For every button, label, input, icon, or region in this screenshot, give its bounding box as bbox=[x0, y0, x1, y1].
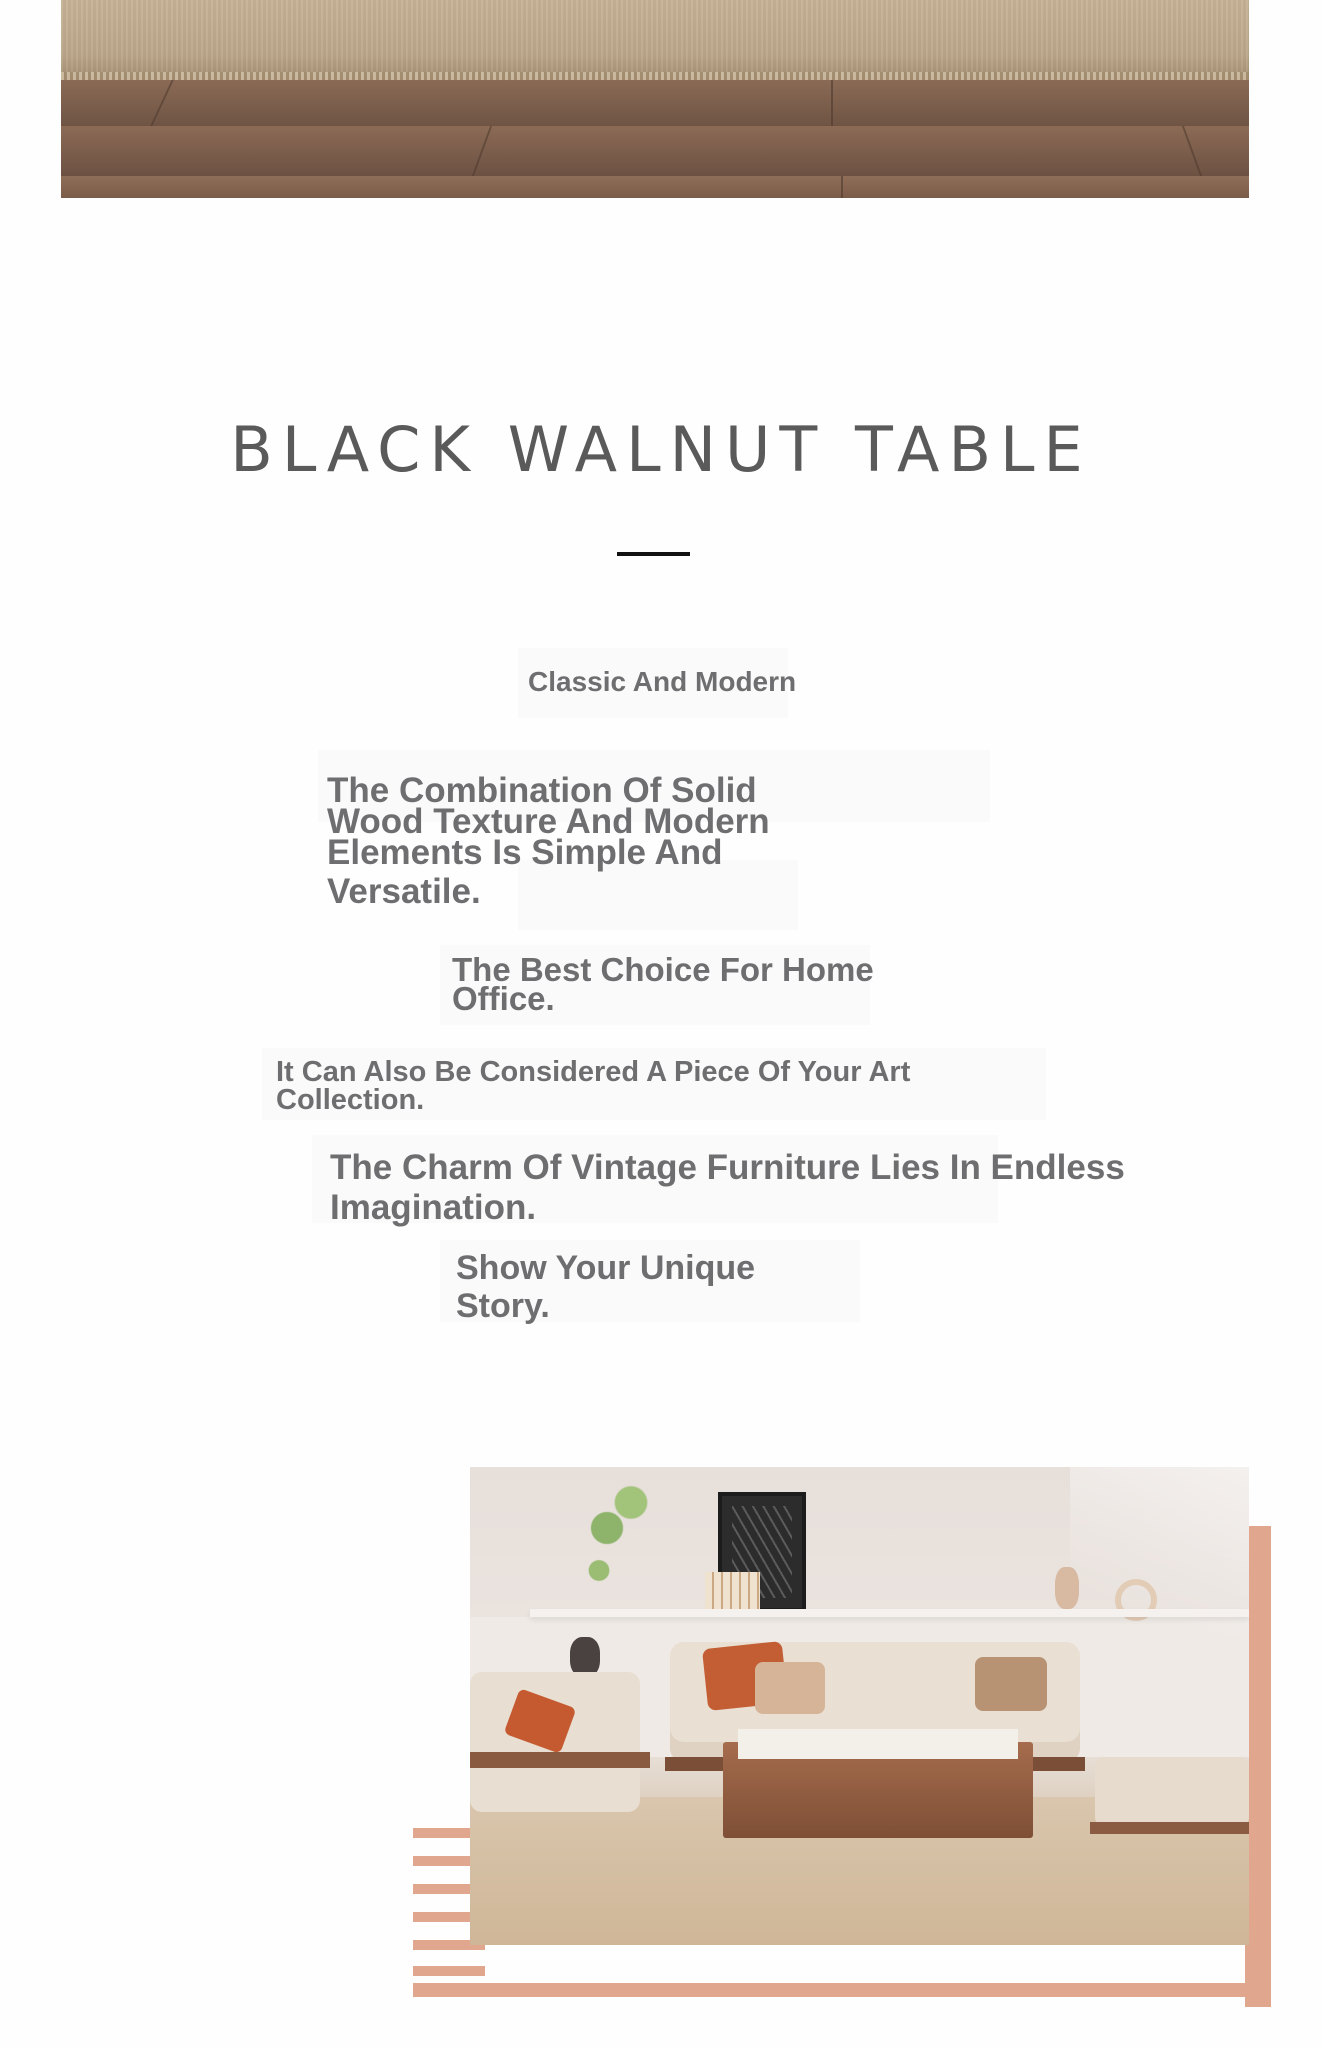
feature-text-art-collection: It Can Also Be Considered A Piece Of Your Art Collection. bbox=[276, 1056, 911, 1116]
pillow bbox=[975, 1657, 1047, 1711]
feature-text-combination bbox=[327, 771, 797, 911]
decor-vase bbox=[1055, 1567, 1079, 1609]
feature-text-combination-main: The Combination Of Solid Wood Texture And Modern Elements Is Simple And bbox=[327, 771, 770, 872]
ottoman-frame bbox=[1090, 1822, 1249, 1834]
feature-text-home-office: The Best Choice For Home Office. bbox=[452, 951, 874, 1017]
floor-seam bbox=[841, 176, 843, 198]
floor-seam bbox=[831, 80, 833, 126]
decor-stripe bbox=[413, 1966, 485, 1976]
pillow bbox=[755, 1662, 825, 1714]
books bbox=[705, 1572, 760, 1610]
wall-shelf bbox=[530, 1609, 1249, 1617]
armchair-frame bbox=[470, 1752, 650, 1768]
plant-vase bbox=[570, 1637, 600, 1677]
ottoman bbox=[1095, 1757, 1249, 1827]
feature-text-unique-story: Show Your Unique Story. bbox=[456, 1249, 756, 1325]
title-divider bbox=[617, 552, 690, 556]
floor-plank bbox=[61, 80, 1249, 126]
rug bbox=[61, 0, 1249, 78]
coffee-table-top bbox=[738, 1729, 1018, 1759]
feature-text-vintage-charm: The Charm Of Vintage Furniture Lies In Endless Imagination. bbox=[330, 1148, 1125, 1227]
rug-fringe bbox=[61, 72, 1249, 80]
living-room-photo bbox=[470, 1467, 1249, 1945]
plant bbox=[575, 1477, 655, 1647]
floor-plank bbox=[61, 126, 1249, 176]
product-title: BLACK WALNUT TABLE bbox=[230, 413, 1092, 486]
floor-rug-photo bbox=[61, 0, 1249, 198]
feature-subtitle: Classic And Modern bbox=[528, 666, 797, 697]
window-light bbox=[1070, 1467, 1249, 1667]
decor-bar-bottom bbox=[413, 1983, 1271, 1997]
floor-plank bbox=[61, 176, 1249, 198]
feature-text-combination-last: Versatile. bbox=[327, 872, 481, 911]
